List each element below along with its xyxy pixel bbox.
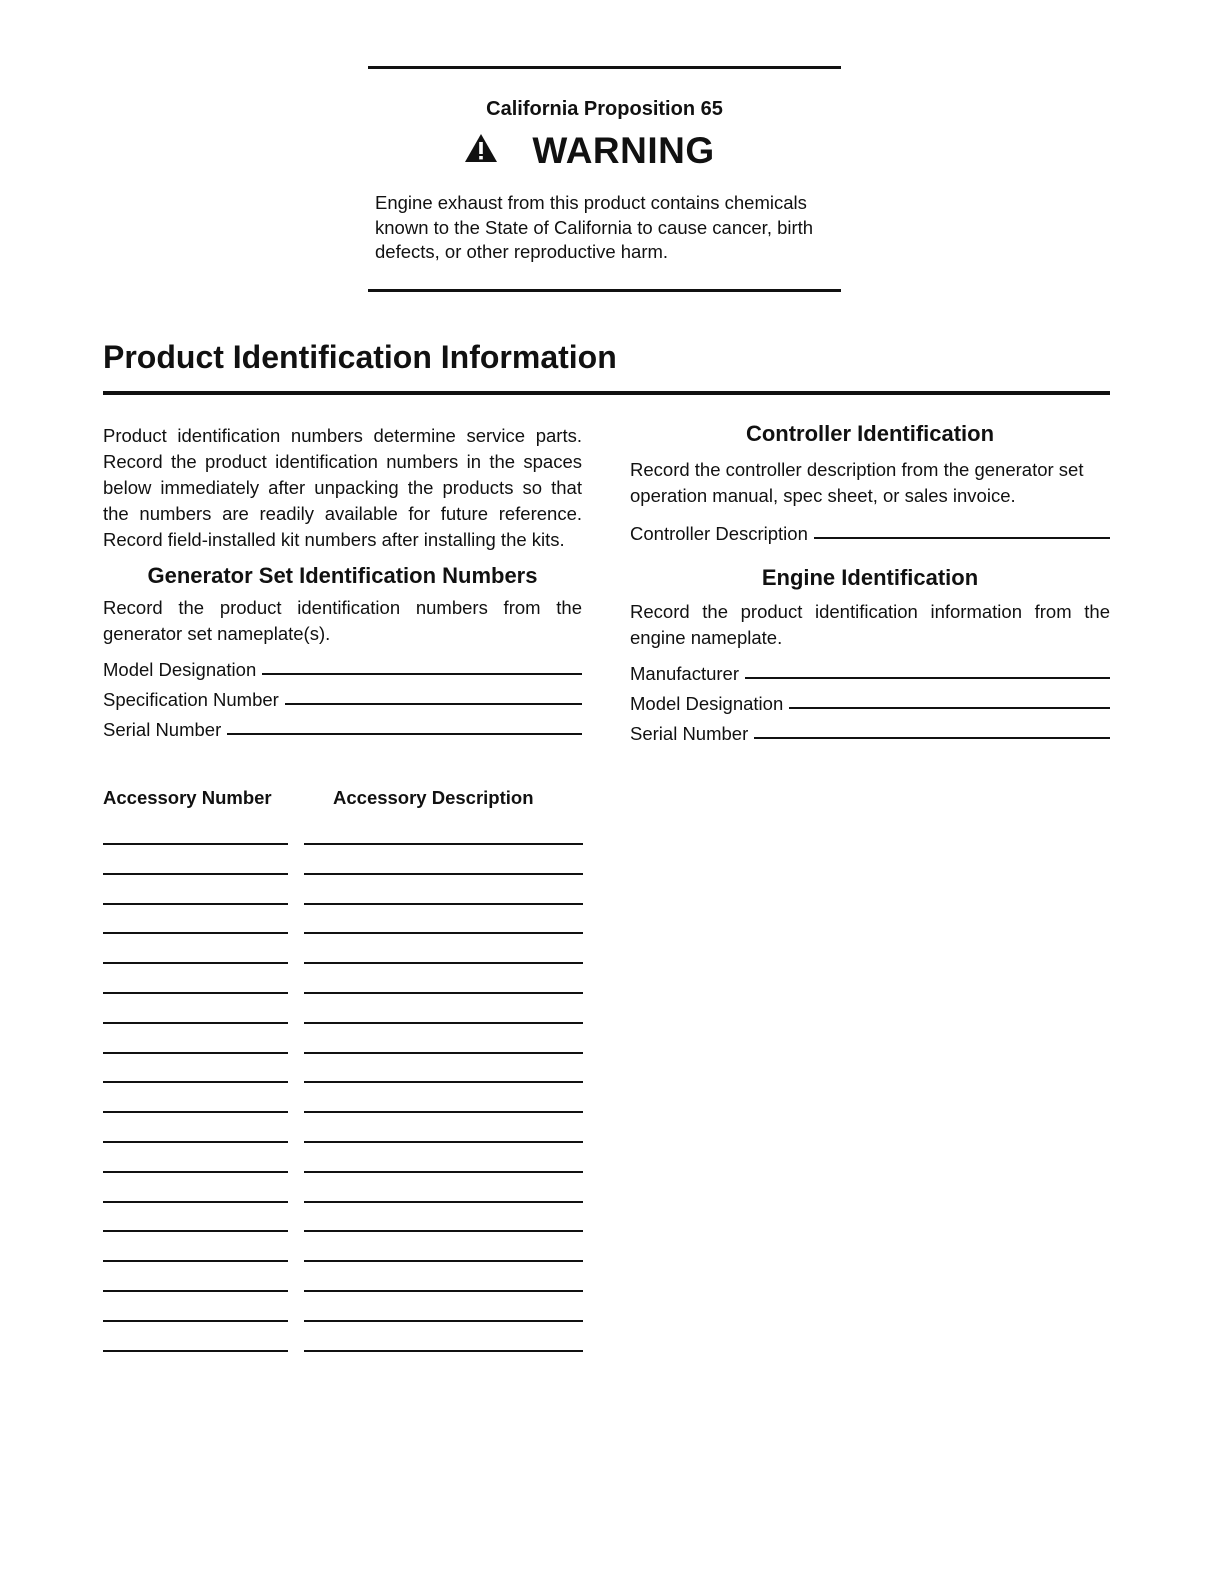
accessory-number-line[interactable] bbox=[103, 1290, 288, 1292]
accessory-description-line[interactable] bbox=[304, 843, 583, 845]
field-label: Serial Number bbox=[630, 723, 749, 744]
warning-label: WARNING bbox=[532, 130, 715, 171]
field-input-line[interactable] bbox=[227, 733, 582, 735]
accessory-description-line[interactable] bbox=[304, 1111, 583, 1113]
warning-heading bbox=[368, 130, 841, 172]
accessory-number-line[interactable] bbox=[103, 1081, 288, 1083]
accessory-number-line[interactable] bbox=[103, 1350, 288, 1352]
generator-set-text: Record the product identification numbers from the generator set nameplate(s). bbox=[103, 597, 582, 644]
accessory-description-line[interactable] bbox=[304, 1081, 583, 1083]
accessory-description-line[interactable] bbox=[304, 1290, 583, 1292]
engine-heading: Engine Identification bbox=[761, 565, 979, 590]
accessory-description-line[interactable] bbox=[304, 1141, 583, 1143]
gen-model-designation-field[interactable] bbox=[103, 651, 582, 681]
accessory-description-line[interactable] bbox=[304, 1350, 583, 1352]
accessory-number-header: Accessory Number bbox=[103, 787, 272, 808]
field-label: Specification Number bbox=[103, 689, 279, 710]
warning-top-rule bbox=[368, 66, 841, 69]
accessory-number-line[interactable] bbox=[103, 932, 288, 934]
engine-text: Record the product identification information from the engine nameplate. bbox=[630, 601, 1110, 648]
intro-text: Product identification numbers determine service parts. Record the product identification numbers in the spaces below immediately after unpacking the products so that the numbers are readily available for future reference. Record field-installed kit numbers after installing the kits. bbox=[103, 425, 582, 550]
proposition-title: California Proposition 65 bbox=[486, 98, 723, 120]
accessory-description-line[interactable] bbox=[304, 1171, 583, 1173]
controller-heading: Controller Identification bbox=[745, 421, 995, 446]
right-column bbox=[630, 421, 1110, 745]
accessory-description-line[interactable] bbox=[304, 932, 583, 934]
accessory-description-line[interactable] bbox=[304, 1022, 583, 1024]
engine-manufacturer-field[interactable] bbox=[630, 655, 1110, 685]
accessory-number-line[interactable] bbox=[103, 1230, 288, 1232]
field-input-line[interactable] bbox=[262, 673, 582, 675]
title-rule bbox=[103, 391, 1110, 395]
field-label: Model Designation bbox=[630, 693, 784, 714]
warning-text: Engine exhaust from this product contains chemicals known to the State of California to cause cancer, birth defects, or other reproductive harm. bbox=[375, 192, 814, 262]
field-label: Serial Number bbox=[103, 719, 222, 740]
accessory-number-line[interactable] bbox=[103, 1171, 288, 1173]
accessory-number-line[interactable] bbox=[103, 1260, 288, 1262]
controller-text: Record the controller description from the generator set operation manual, spec sheet, or sales invoice. bbox=[630, 459, 1084, 506]
page-title: Product Identification Information bbox=[103, 339, 617, 375]
controller-description-field[interactable] bbox=[630, 515, 1110, 545]
accessory-number-line[interactable] bbox=[103, 992, 288, 994]
field-label: Model Designation bbox=[103, 659, 257, 680]
accessory-description-line[interactable] bbox=[304, 1320, 583, 1322]
left-column bbox=[103, 423, 582, 741]
accessory-description-line[interactable] bbox=[304, 1260, 583, 1262]
field-input-line[interactable] bbox=[789, 707, 1110, 709]
generator-set-heading: Generator Set Identification Numbers bbox=[147, 563, 538, 588]
gen-specification-number-field[interactable] bbox=[103, 681, 582, 711]
accessory-description-line[interactable] bbox=[304, 903, 583, 905]
accessory-number-line[interactable] bbox=[103, 1052, 288, 1054]
accessory-description-line[interactable] bbox=[304, 962, 583, 964]
gen-serial-number-field[interactable] bbox=[103, 711, 582, 741]
accessory-number-line[interactable] bbox=[103, 1111, 288, 1113]
accessory-number-line[interactable] bbox=[103, 962, 288, 964]
accessory-number-line[interactable] bbox=[103, 873, 288, 875]
accessory-description-line[interactable] bbox=[304, 873, 583, 875]
field-label: Controller Description bbox=[630, 523, 808, 544]
accessory-description-line[interactable] bbox=[304, 992, 583, 994]
field-input-line[interactable] bbox=[285, 703, 582, 705]
accessory-description-line[interactable] bbox=[304, 1230, 583, 1232]
accessory-number-line[interactable] bbox=[103, 1320, 288, 1322]
accessory-description-line[interactable] bbox=[304, 1052, 583, 1054]
accessory-description-header: Accessory Description bbox=[333, 787, 534, 808]
field-input-line[interactable] bbox=[754, 737, 1110, 739]
field-input-line[interactable] bbox=[745, 677, 1110, 679]
accessory-number-line[interactable] bbox=[103, 903, 288, 905]
accessory-number-line[interactable] bbox=[103, 1141, 288, 1143]
field-label: Manufacturer bbox=[630, 663, 739, 684]
warning-bottom-rule bbox=[368, 289, 841, 292]
accessory-number-line[interactable] bbox=[103, 1201, 288, 1203]
engine-model-designation-field[interactable] bbox=[630, 685, 1110, 715]
accessory-number-line[interactable] bbox=[103, 843, 288, 845]
accessory-description-line[interactable] bbox=[304, 1201, 583, 1203]
accessory-number-line[interactable] bbox=[103, 1022, 288, 1024]
engine-serial-number-field[interactable] bbox=[630, 715, 1110, 745]
field-input-line[interactable] bbox=[814, 537, 1110, 539]
warning-triangle-icon bbox=[494, 130, 498, 172]
